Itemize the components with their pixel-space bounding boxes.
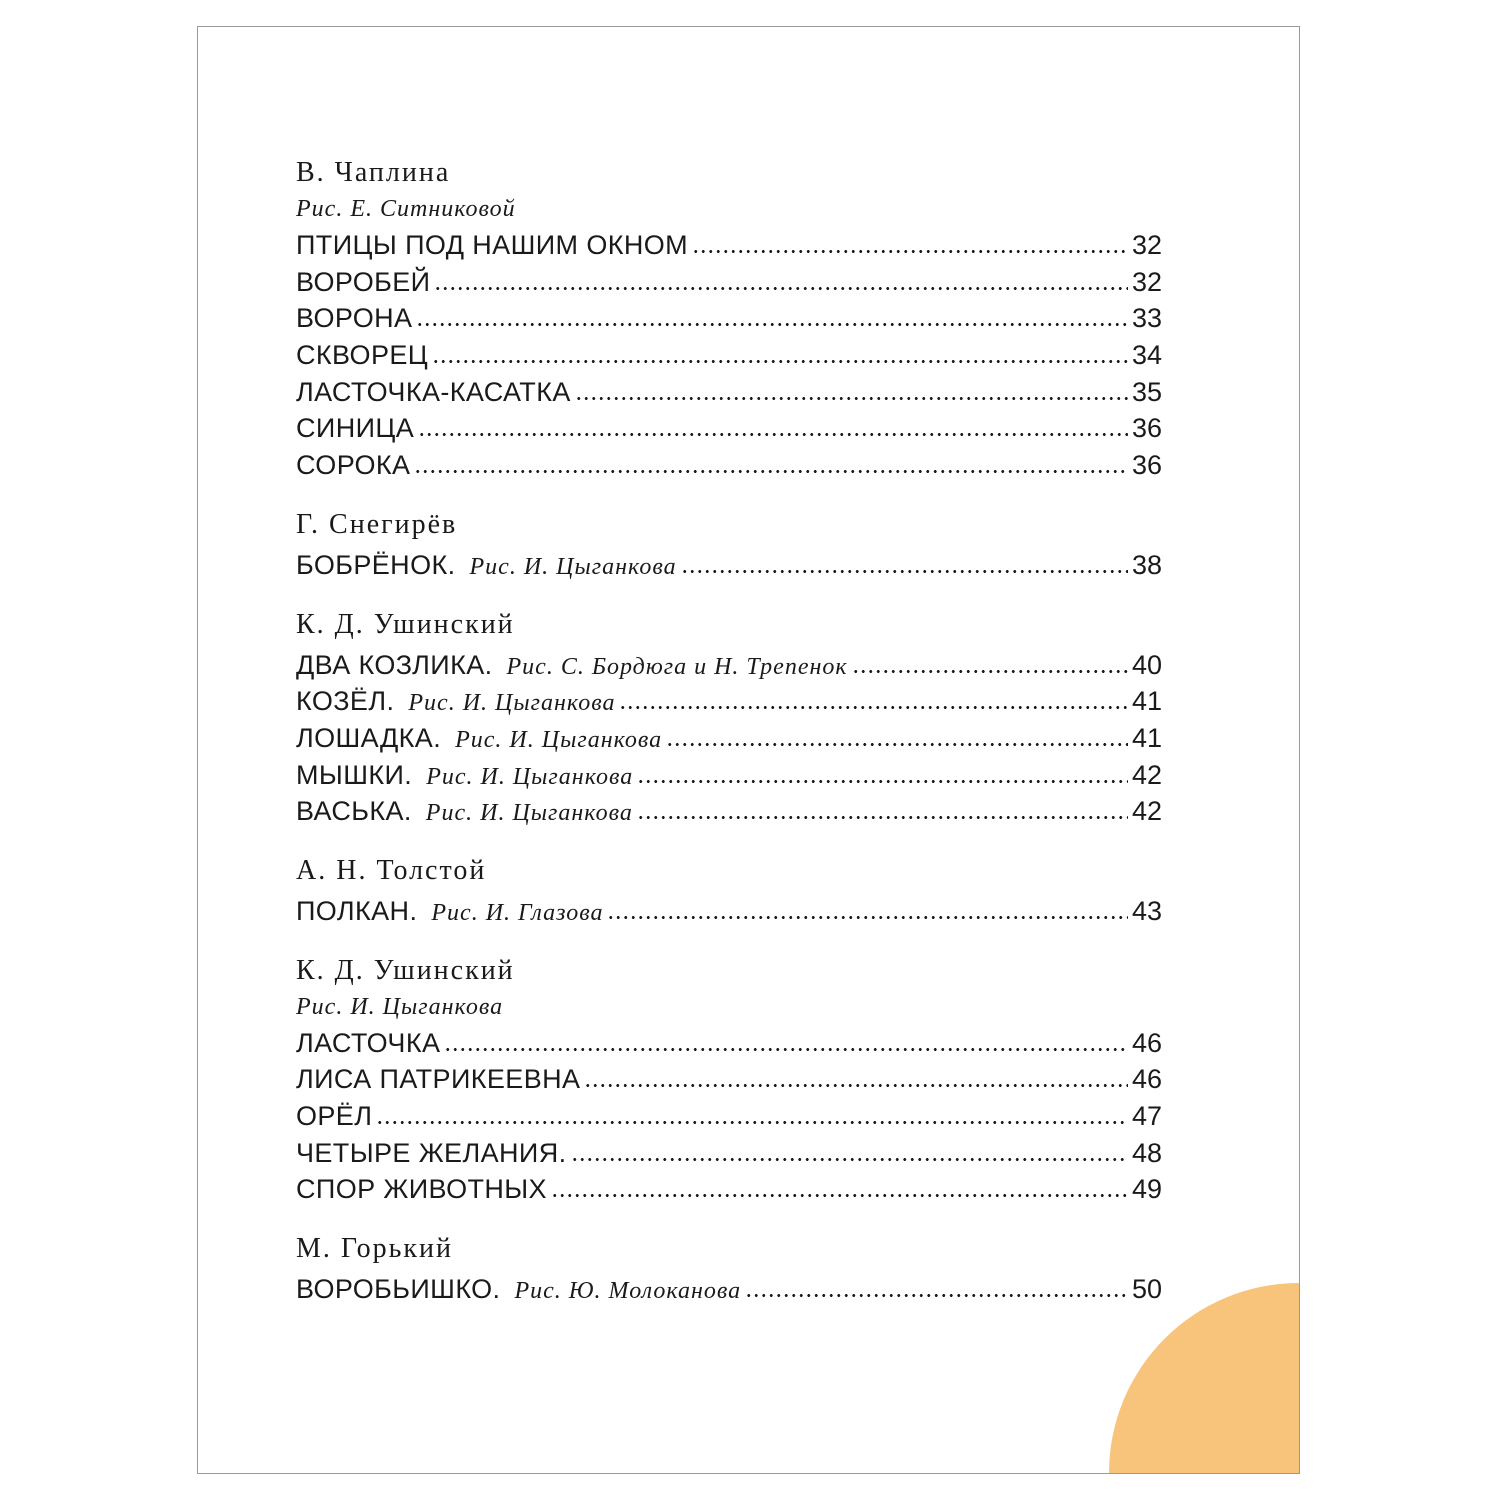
- toc-entry[interactable]: [296, 337, 1162, 374]
- page-number: 233: [980, 1356, 1031, 1392]
- entry-page-number: 41: [1131, 722, 1162, 753]
- entry-title: МЫШКИ.: [296, 759, 413, 790]
- entry-illustrator-note: Рис. И. Цыганкова: [426, 763, 634, 790]
- dot-leader: [414, 470, 1127, 473]
- dot-leader: [745, 1294, 1128, 1297]
- toc-entry[interactable]: [296, 757, 1162, 794]
- entry-title: ЧЕТЫРЕ ЖЕЛАНИЯ.: [296, 1137, 567, 1168]
- dot-leader: [692, 250, 1128, 253]
- entry-page-number: 46: [1131, 1064, 1162, 1095]
- toc-section: [296, 155, 1162, 484]
- toc-entry[interactable]: [296, 793, 1162, 830]
- toc-entry[interactable]: [296, 647, 1162, 684]
- section-author: Г. Снегирёв: [296, 508, 458, 540]
- entry-title: СКВОРЕЦ: [296, 340, 429, 371]
- entry-page-number: 38: [1131, 549, 1162, 580]
- entry-page-number: 50: [1131, 1274, 1162, 1305]
- entry-title: ОРЁЛ: [296, 1101, 373, 1131]
- toc-entry[interactable]: [296, 893, 1162, 930]
- section-author: А. Н. Толстой: [296, 854, 487, 886]
- book-page: [197, 26, 1300, 1474]
- entry-illustrator-note: Рис. И. Глазова: [431, 899, 604, 926]
- section-illustrator: Рис. И. Цыганкова: [296, 993, 504, 1020]
- entry-title: СОРОКА: [296, 450, 411, 481]
- entry-title: ЛОШАДКА.: [296, 722, 442, 753]
- entry-page-number: 42: [1131, 796, 1162, 827]
- entry-page-number: 43: [1131, 895, 1162, 926]
- dot-leader: [584, 1084, 1128, 1087]
- entry-page-number: 47: [1131, 1101, 1162, 1131]
- toc-entry[interactable]: [296, 447, 1162, 484]
- entry-page-number: 35: [1131, 376, 1162, 407]
- dot-leader: [418, 433, 1128, 436]
- entry-illustrator-note: Рис. И. Цыганкова: [408, 690, 616, 717]
- dot-leader: [637, 780, 1128, 783]
- entry-title: СИНИЦА: [296, 413, 415, 444]
- entry-page-number: 48: [1131, 1137, 1162, 1168]
- entry-page-number: 36: [1131, 450, 1162, 481]
- entry-page-number: 42: [1131, 759, 1162, 790]
- dot-leader: [619, 706, 1127, 709]
- entry-page-number: 41: [1131, 686, 1162, 717]
- entry-title: ВОРОНА: [296, 303, 413, 334]
- section-author: М. Горький: [296, 1233, 453, 1265]
- entry-title: ПТИЦЫ ПОД НАШИМ ОКНОМ: [296, 230, 689, 260]
- entry-illustrator-note: Рис. И. Цыганкова: [469, 553, 677, 580]
- dot-leader: [434, 287, 1127, 290]
- toc-entry[interactable]: [296, 1135, 1162, 1172]
- toc-entry[interactable]: [296, 374, 1162, 411]
- dot-leader: [852, 670, 1128, 673]
- toc-entry[interactable]: [296, 1171, 1162, 1208]
- toc-section: [296, 607, 1162, 830]
- toc-entry[interactable]: [296, 1098, 1162, 1135]
- entry-title: ВАСЬКА.: [296, 796, 412, 827]
- entry-page-number: 32: [1131, 230, 1162, 260]
- entry-page-number: 40: [1131, 649, 1162, 680]
- entry-title: ЛАСТОЧКА: [296, 1027, 441, 1058]
- entry-title: ПОЛКАН.: [296, 895, 418, 926]
- toc-entry[interactable]: [296, 264, 1162, 301]
- toc-entry[interactable]: [296, 1271, 1162, 1308]
- entry-title: ВОРОБЬИШКО.: [296, 1274, 501, 1305]
- dot-leader: [432, 360, 1128, 363]
- toc-section: [296, 953, 1162, 1208]
- dot-leader: [666, 743, 1128, 746]
- toc-entry[interactable]: [296, 410, 1162, 447]
- toc-entry[interactable]: [296, 1025, 1162, 1062]
- entry-page-number: 49: [1131, 1174, 1162, 1205]
- toc-entry[interactable]: [296, 720, 1162, 757]
- entry-illustrator-note: Рис. И. Цыганкова: [455, 726, 663, 753]
- entry-page-number: 46: [1131, 1027, 1162, 1058]
- entry-title: БОБРЁНОК.: [296, 549, 456, 580]
- dot-leader: [575, 397, 1128, 400]
- toc-entry[interactable]: [296, 547, 1162, 584]
- dot-leader: [551, 1194, 1128, 1197]
- toc-entry[interactable]: [296, 683, 1162, 720]
- table-of-contents: [296, 155, 1162, 1331]
- section-illustrator: Рис. Е. Ситниковой: [296, 196, 516, 222]
- toc-section: [296, 507, 1162, 584]
- dot-leader: [607, 916, 1128, 919]
- entry-title: ЛИСА ПАТРИКЕЕВНА: [296, 1064, 581, 1095]
- toc-section: [296, 1231, 1162, 1308]
- entry-title: СПОР ЖИВОТНЫХ: [296, 1174, 547, 1205]
- entry-title: ЛАСТОЧКА-КАСАТКА: [296, 376, 571, 407]
- entry-page-number: 33: [1131, 303, 1162, 334]
- dot-leader: [376, 1121, 1128, 1124]
- dot-leader: [416, 323, 1128, 326]
- toc-entry[interactable]: [296, 300, 1162, 337]
- dot-leader: [571, 1158, 1128, 1161]
- entry-illustrator-note: Рис. И. Цыганкова: [425, 800, 633, 827]
- entry-page-number: 32: [1131, 266, 1162, 297]
- toc-entry[interactable]: [296, 1061, 1162, 1098]
- dot-leader: [444, 1048, 1128, 1051]
- section-author: К. Д. Ушинский: [296, 608, 515, 640]
- dot-leader: [637, 816, 1128, 819]
- entry-page-number: 36: [1131, 413, 1162, 444]
- entry-page-number: 34: [1131, 340, 1162, 371]
- dot-leader: [681, 570, 1128, 573]
- section-author: В. Чаплина: [296, 157, 451, 188]
- entry-illustrator-note: Рис. С. Бордюга и Н. Трепенок: [506, 653, 848, 680]
- entry-title: ВОРОБЕЙ: [296, 266, 431, 297]
- section-author: К. Д. Ушинский: [296, 954, 515, 986]
- toc-section: [296, 853, 1162, 930]
- toc-entry[interactable]: [296, 227, 1162, 264]
- entry-title: ДВА КОЗЛИКА.: [296, 649, 493, 680]
- entry-illustrator-note: Рис. Ю. Молоканова: [514, 1278, 742, 1305]
- entry-title: КОЗЁЛ.: [296, 686, 395, 717]
